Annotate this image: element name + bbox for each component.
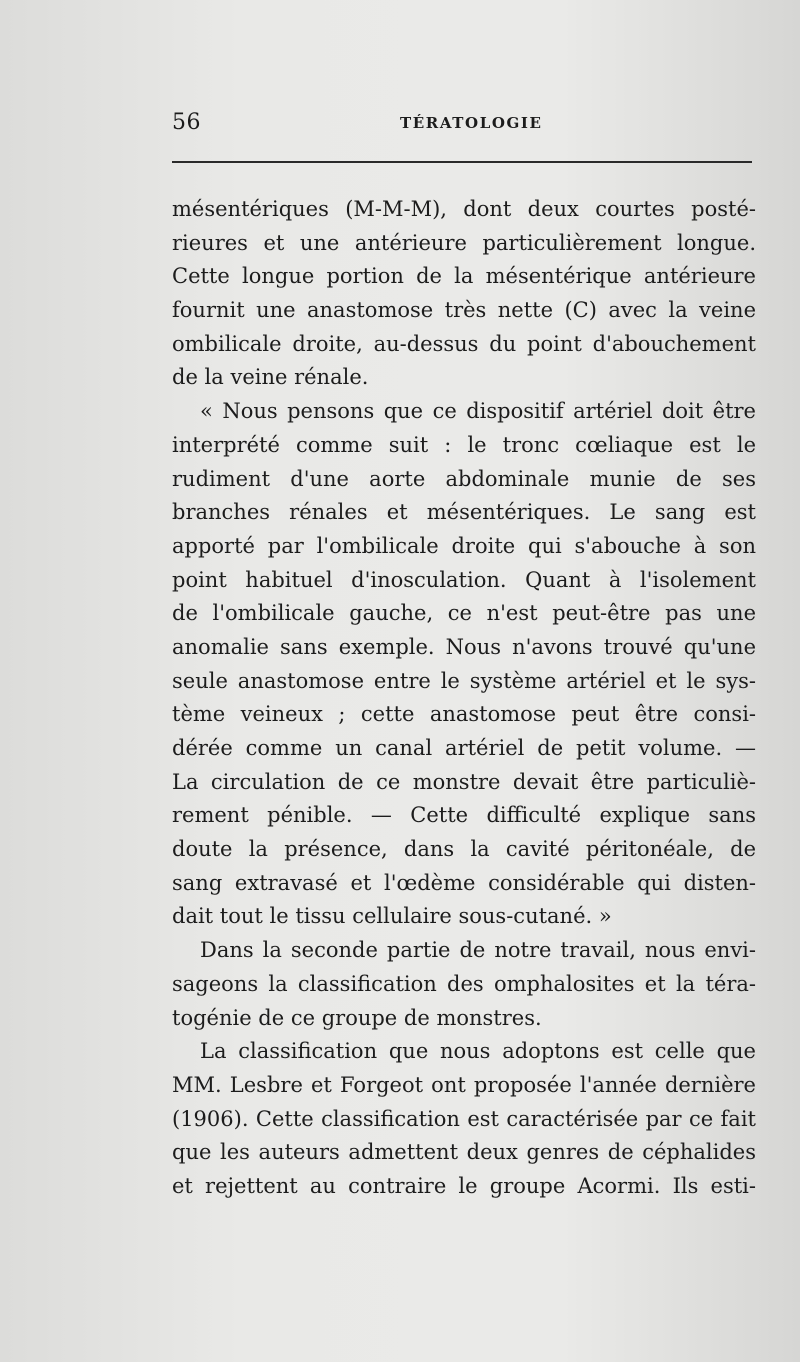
- text-line: que les auteurs admettent deux genres de céphalides: [172, 1140, 756, 1165]
- page-number: 56: [172, 110, 201, 135]
- running-title: TÉRATOLOGIE: [400, 114, 543, 132]
- text-line: tème veineux ; cette anastomose peut être consi-: [172, 702, 756, 727]
- text-line: et rejettent au contraire le groupe Acormi. Ils esti-: [172, 1173, 756, 1198]
- text-line: point habituel d'inosculation. Quant à l'isolement: [172, 567, 756, 592]
- text-line: sang extravasé et l'œdème considérable qui disten-: [172, 870, 756, 895]
- body-text: [172, 193, 756, 1204]
- text-line: de l'ombilicale gauche, ce n'est peut-être pas une: [172, 601, 756, 626]
- text-line: Dans la seconde partie de notre travail, nous envi-: [200, 938, 756, 963]
- text-line: sageons la classification des omphalosites et la téra-: [172, 971, 756, 996]
- header-rule: [172, 161, 752, 163]
- text-line: La classification que nous adoptons est celle que: [200, 1039, 756, 1064]
- text-line: dérée comme un canal artériel de petit volume. —: [172, 736, 756, 760]
- text-line: rieures et une antérieure particulièrement longue.: [172, 230, 756, 255]
- text-line: de la veine rénale.: [172, 365, 369, 390]
- text-line: doute la présence, dans la cavité péritonéale, de: [172, 837, 756, 862]
- text-line: branches rénales et mésentériques. Le sang est: [172, 500, 756, 525]
- text-line: La circulation de ce monstre devait être particuliè-: [172, 769, 756, 794]
- text-line: (1906). Cette classification est caractérisée par ce fait: [172, 1106, 756, 1131]
- text-line: togénie de ce groupe de monstres.: [172, 1005, 542, 1030]
- text-line: MM. Lesbre et Forgeot ont proposée l'année dernière: [172, 1072, 756, 1097]
- text-line: seule anastomose entre le système artériel et le sys-: [172, 668, 756, 693]
- text-line: fournit une anastomose très nette (C) avec la veine: [172, 298, 756, 323]
- text-line: « Nous pensons que ce dispositif artériel doit être: [200, 399, 756, 424]
- text-line: Cette longue portion de la mésentérique antérieure: [172, 264, 756, 289]
- text-line: ombilicale droite, au-dessus du point d'abouchement: [172, 331, 756, 356]
- text-line: rudiment d'une aorte abdominale munie de ses: [172, 466, 756, 491]
- text-line: anomalie sans exemple. Nous n'avons trouvé qu'une: [172, 634, 756, 659]
- text-line: apporté par l'ombilicale droite qui s'abouche à son: [172, 533, 756, 558]
- text-line: rement pénible. — Cette difficulté explique sans: [172, 803, 756, 828]
- text-line: mésentériques (M-M-M), dont deux courtes posté-: [172, 197, 756, 221]
- text-line: interprété comme suit : le tronc cœliaque est le: [172, 432, 756, 457]
- text-line: dait tout le tissu cellulaire sous-cutané. »: [172, 904, 612, 929]
- page-header: [172, 110, 752, 140]
